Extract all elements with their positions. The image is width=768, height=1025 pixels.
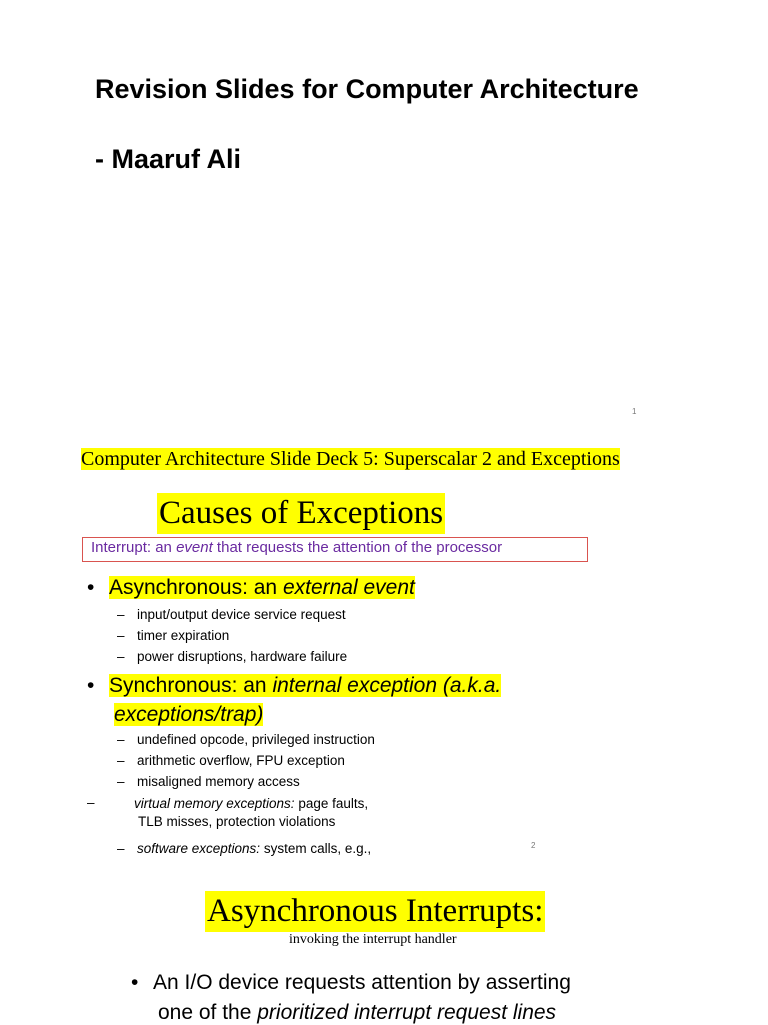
sync-bullet-continued: exceptions/trap) bbox=[114, 703, 264, 726]
dash-icon: – bbox=[117, 841, 125, 856]
slide2-title: Causes of Exceptions bbox=[157, 493, 445, 534]
slide2-page-number: 2 bbox=[531, 841, 536, 850]
deck-title-text: Computer Architecture Slide Deck 5: Superscalar 2 and Exceptions bbox=[81, 448, 620, 470]
async-item: – input/output device service request bbox=[117, 607, 346, 622]
sync-bullet bbox=[87, 674, 501, 698]
dash-icon: – bbox=[117, 774, 125, 789]
definition-prefix: Interrupt: an bbox=[91, 539, 177, 556]
async-label: Asynchronous: an external event bbox=[109, 576, 415, 599]
async-bullet bbox=[87, 576, 415, 600]
slide3-title: Asynchronous Interrupts: bbox=[205, 891, 545, 932]
async-item: – timer expiration bbox=[117, 628, 230, 643]
slide3-subtitle: invoking the interrupt handler bbox=[289, 932, 457, 947]
sync-item-software: – software exceptions: system calls, e.g., bbox=[117, 841, 372, 856]
dash-icon: – bbox=[87, 795, 95, 810]
async-item: – power disruptions, hardware failure bbox=[117, 649, 348, 664]
slide1-page-number: 1 bbox=[632, 407, 637, 416]
slide2-deck-title bbox=[81, 448, 620, 471]
dash-icon: – bbox=[117, 732, 125, 747]
definition-suffix: that requests the attention of the processor bbox=[212, 539, 503, 556]
slide3-bullet: • An I/O device requests attention by asserting bbox=[131, 971, 571, 994]
bullet-icon: • bbox=[131, 971, 139, 994]
sync-item-virtual-memory-continued: TLB misses, protection violations bbox=[138, 814, 336, 829]
slide3-bullet-continued: one of the prioritized interrupt request lines bbox=[158, 1001, 557, 1024]
sync-item: – arithmetic overflow, FPU exception bbox=[117, 753, 345, 768]
dash-icon: – bbox=[117, 607, 125, 622]
interrupt-definition-box bbox=[82, 537, 588, 562]
definition-emphasis: event bbox=[176, 539, 213, 556]
sync-label: Synchronous: an internal exception (a.k.a. bbox=[109, 674, 502, 697]
dash-icon: – bbox=[117, 753, 125, 768]
sync-item-virtual-memory: virtual memory exceptions: page faults, bbox=[134, 796, 369, 811]
bullet-icon: • bbox=[87, 674, 95, 697]
dash-icon: – bbox=[117, 649, 125, 664]
sync-item: – undefined opcode, privileged instruction bbox=[117, 732, 375, 747]
slide1-title: Revision Slides for Computer Architecture bbox=[95, 74, 639, 104]
dash-icon: – bbox=[117, 628, 125, 643]
sync-item: – misaligned memory access bbox=[117, 774, 300, 789]
slide1-author: - Maaruf Ali bbox=[95, 144, 242, 174]
bullet-icon: • bbox=[87, 576, 95, 599]
